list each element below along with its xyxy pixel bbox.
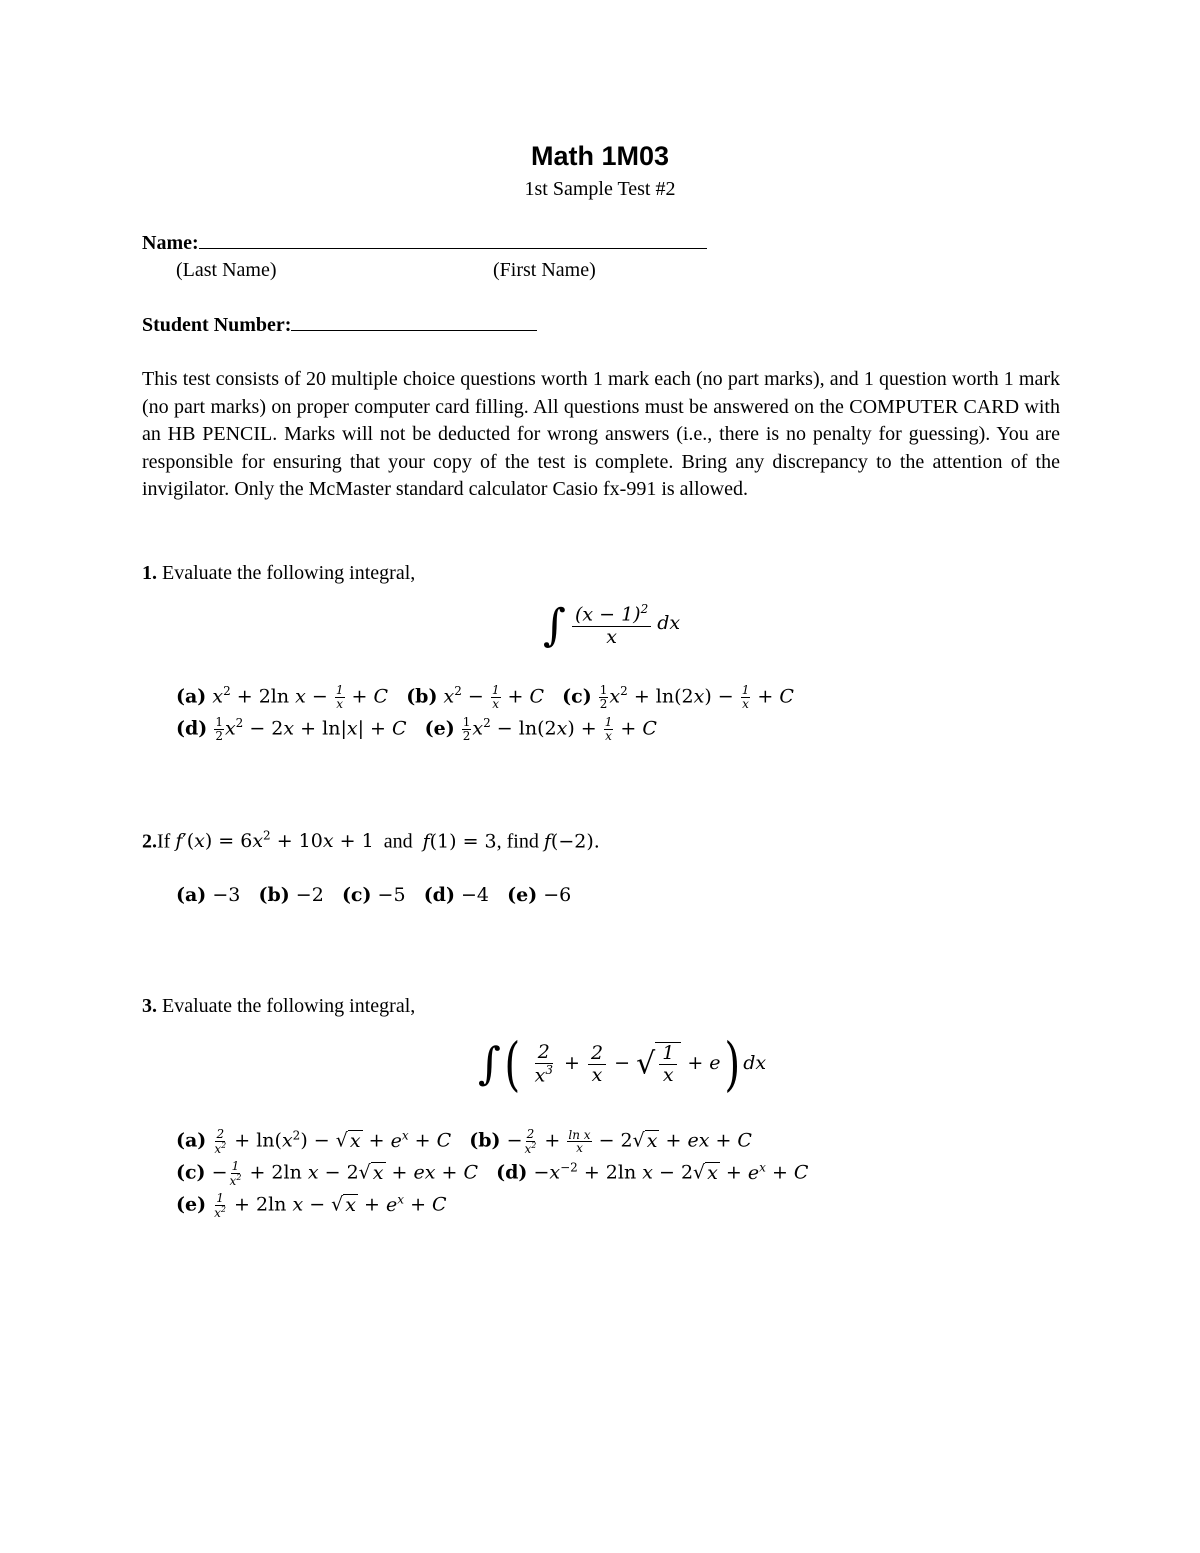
choice-e-label: (e) bbox=[424, 717, 455, 740]
question-text: Evaluate the following integral, bbox=[162, 995, 416, 1017]
name-blank-line bbox=[199, 247, 707, 249]
choice-a-label: (a) bbox=[176, 884, 207, 906]
question-number: 3. bbox=[142, 995, 157, 1017]
choice-d-label: (d) bbox=[496, 1161, 528, 1184]
last-name-caption: (Last Name) bbox=[176, 259, 277, 281]
choice-c-label: (c) bbox=[176, 1161, 206, 1184]
student-number-field bbox=[142, 314, 537, 337]
question-text: Evaluate the following integral, bbox=[162, 562, 416, 584]
question-number: 1. bbox=[142, 562, 157, 584]
choice-a-label: (a) bbox=[176, 685, 207, 708]
choice-b-label: (b) bbox=[406, 685, 438, 708]
question-1-integral: ∫ $\frac{(x - 1)^2}{x}$ dx bbox=[543, 600, 681, 651]
choice-b-value: −2 bbox=[295, 884, 324, 906]
question-2-choices bbox=[176, 884, 571, 906]
name-field bbox=[142, 232, 707, 255]
choice-a-label: (a) bbox=[176, 1129, 207, 1152]
question-3-choices-row-2: (c) − $\frac{1}{x^2}$ + 2ln x − 2√ x + ex + C $(d) -x^{-2} + 2\ln$ x − 2√ $x + e^x + C$ bbox=[176, 1159, 809, 1188]
question-3-choices-row-1: (a) $\frac{2}{x^2}$ + $\ln(x^2)$ − √ $x + e^x + C$ (b) − $\frac{2}{x^2}$ + $\frac{\text{ln x}}{x}$ − 2√ x + ex + C bbox=[176, 1127, 752, 1156]
choice-c-label: (c) bbox=[341, 884, 372, 906]
choice-e-label: (e) bbox=[176, 1193, 207, 1216]
choice-c-value: −5 bbox=[377, 884, 406, 906]
question-3-choices-row-3: (e) $\frac{1}{x^2}$ + 2ln x − √ $x + e^x + C$ bbox=[176, 1191, 447, 1220]
question-text: and bbox=[383, 830, 413, 853]
choice-d-label: (d) bbox=[423, 884, 455, 906]
student-number-label: Student Number: bbox=[142, 314, 292, 336]
question-text: , find bbox=[496, 830, 539, 853]
student-number-blank-line bbox=[291, 329, 537, 331]
name-label: Name: bbox=[142, 232, 199, 254]
choice-e-label: (e) bbox=[507, 884, 538, 906]
choice-d-value: −4 bbox=[461, 884, 490, 906]
question-2-prompt: 2.If $f'(x) = 6x^2 + 10x + 1$ and f(1) = 3, find f(−2). bbox=[142, 829, 600, 853]
choice-d-label: (d) bbox=[176, 717, 208, 740]
choice-a-value: −3 bbox=[212, 884, 241, 906]
question-1-choices-row-2: (d) $\frac{1}{2}$ $x^2 - 2x + \ln|x| + C$ (e) $\frac{1}{2}$ $x^2 - \ln(2x)$ + $\frac{1}{x}$ + C bbox=[176, 715, 657, 743]
question-3-integral: ∫( $\frac{2}{x^3}$ + $\frac{2}{x}$ − √ $\frac{1}{x}$ + e) dx bbox=[478, 1030, 767, 1098]
choice-c-label: (c) bbox=[562, 685, 592, 708]
instructions-paragraph: This test consists of 20 multiple choice questions worth 1 mark each (no part marks), and 1 question worth 1 mark (no part marks) on proper computer card filling. All questions must be answered on the COMPUTER CARD with an HB PENCIL. Marks will not be deducted for wrong answers (i.e., there is no penalty for guessing). You are responsible for ensuring that your copy of the test is complete. Bring any discrepancy to the attention of the invigilator. Only the McMaster standard calculator Casio fx-991 is allowed. bbox=[142, 368, 1060, 500]
question-number: 2. bbox=[142, 830, 157, 853]
question-1-prompt bbox=[142, 562, 415, 585]
question-text: If bbox=[157, 830, 171, 853]
choice-e-value: −6 bbox=[543, 884, 572, 906]
choice-b-label: (b) bbox=[469, 1129, 501, 1152]
first-name-caption: (First Name) bbox=[493, 259, 596, 281]
page-title: Math 1M03 bbox=[530, 141, 670, 171]
choice-b-label: (b) bbox=[258, 884, 290, 906]
page-subtitle: 1st Sample Test #2 bbox=[524, 178, 676, 200]
question-1-choices-row-1: (a) $x^2 + 2\ln$ x − $\frac{1}{x}$ + C (b) $x^2$ − $\frac{1}{x}$ + C (c) $\frac{1}{2}$ $x^2 + \ln(2x)$ − $\frac{1}{x}$ + C bbox=[176, 683, 794, 711]
question-3-prompt bbox=[142, 995, 415, 1018]
